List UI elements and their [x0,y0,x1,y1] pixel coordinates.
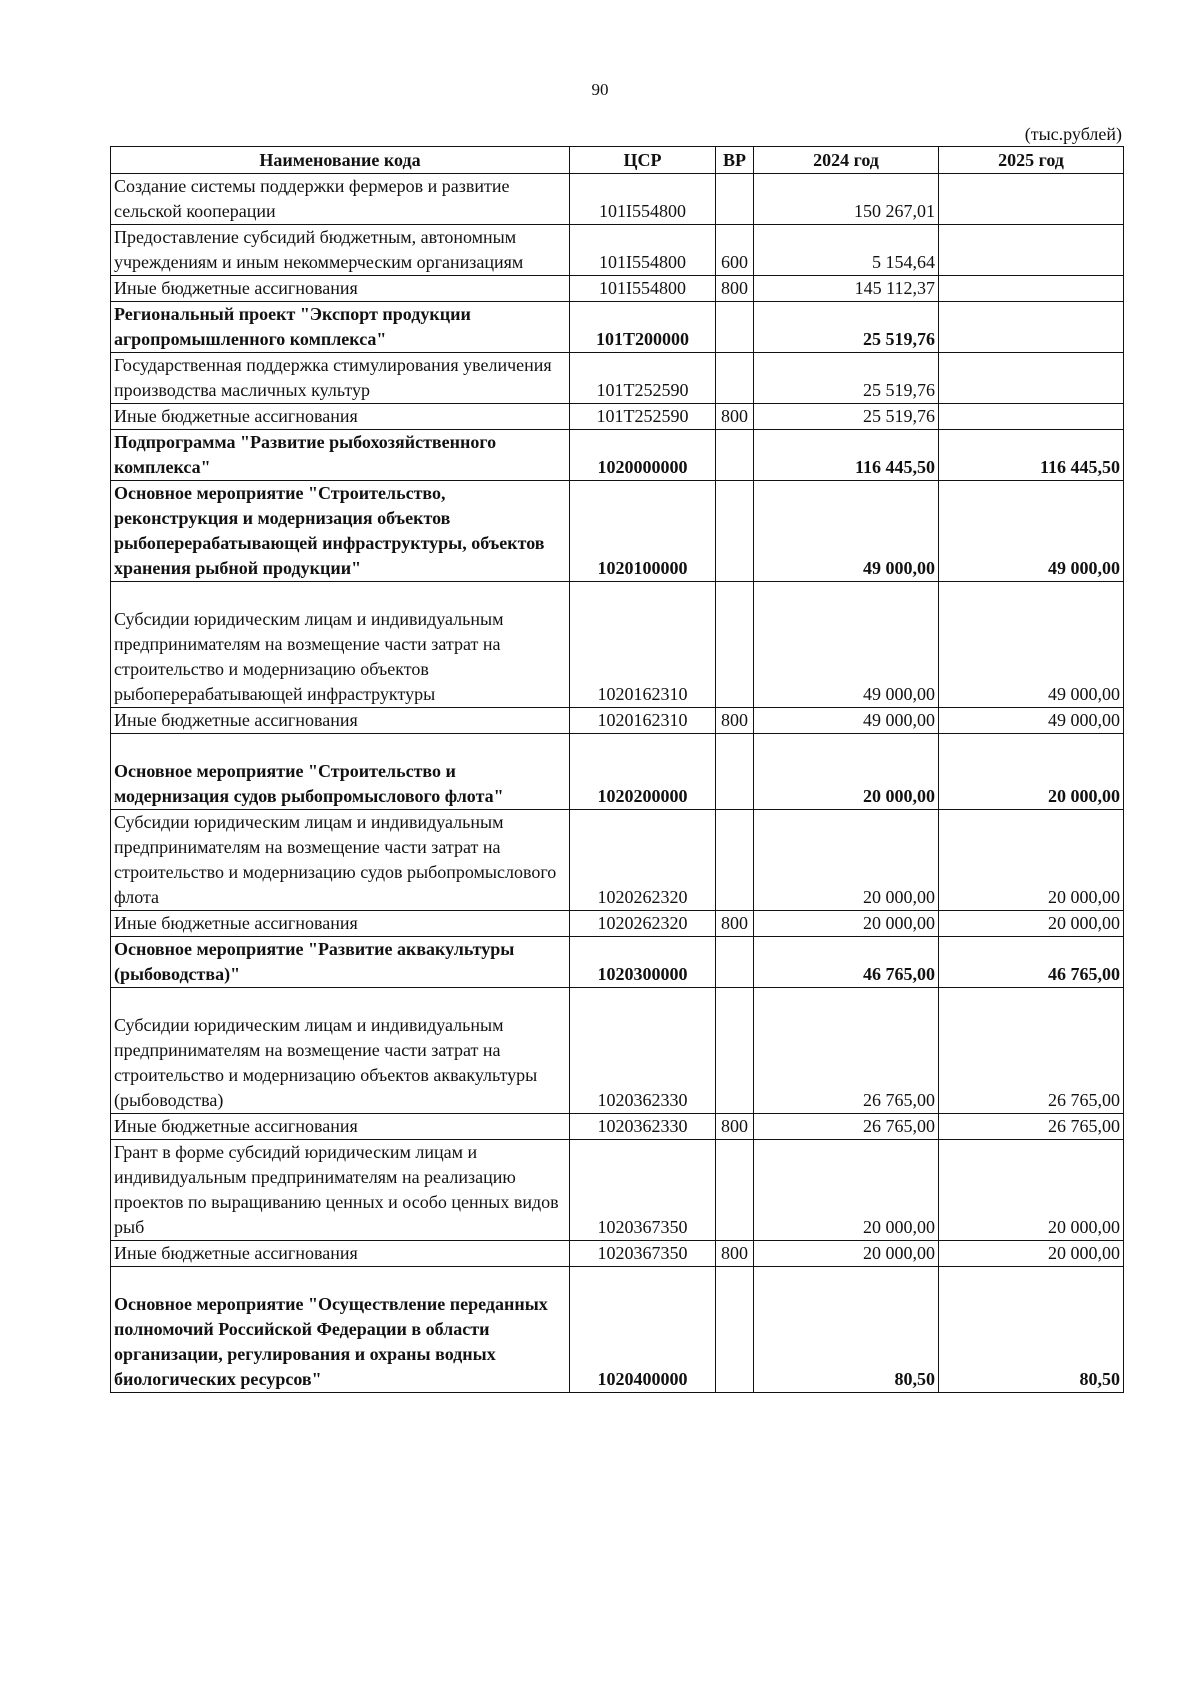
row-vr [716,353,754,404]
row-name: Подпрограмма "Развитие рыбохозяйственного комплекса" [111,430,570,481]
row-vr: 800 [716,1241,754,1267]
table-row [111,430,1124,481]
row-name: Государственная поддержка стимулирования увеличения производства масличных культур [111,353,570,404]
row-value-2024: 5 154,64 [754,225,939,276]
table-row [111,481,1124,582]
row-vr [716,430,754,481]
row-csr: 1020162310 [570,708,716,734]
row-value-2025: 80,50 [939,1267,1124,1393]
row-name: Основное мероприятие "Развитие аквакультуры (рыбоводства)" [111,937,570,988]
row-value-2025 [939,276,1124,302]
row-value-2024: 116 445,50 [754,430,939,481]
column-header-vr: ВР [716,147,754,174]
row-vr [716,810,754,911]
row-csr: 1020262320 [570,810,716,911]
table-row [111,353,1124,404]
row-csr: 101T252590 [570,353,716,404]
row-vr [716,1140,754,1241]
table-header-row [111,147,1124,174]
row-value-2024: 20 000,00 [754,810,939,911]
row-value-2025 [939,404,1124,430]
row-name: Предоставление субсидий бюджетным, автономным учреждениям и иным некоммерческим организациям [111,225,570,276]
row-name: Основное мероприятие "Строительство, реконструкция и модернизация объектов рыбоперерабатывающей инфраструктуры, объектов хранения рыбной продукции" [111,481,570,582]
row-vr: 600 [716,225,754,276]
table-row [111,1114,1124,1140]
row-csr: 101I554800 [570,174,716,225]
row-value-2024: 46 765,00 [754,937,939,988]
row-csr: 1020100000 [570,481,716,582]
row-csr: 101I554800 [570,225,716,276]
row-value-2025: 116 445,50 [939,430,1124,481]
row-name: Основное мероприятие "Осуществление переданных полномочий Российской Федерации в области организации, регулирования и охраны водных биологических ресурсов" [111,1267,570,1393]
row-value-2024: 49 000,00 [754,481,939,582]
row-vr [716,302,754,353]
row-vr [716,481,754,582]
row-vr [716,582,754,708]
row-value-2025: 20 000,00 [939,734,1124,810]
row-vr [716,988,754,1114]
row-name: Иные бюджетные ассигнования [111,1114,570,1140]
row-csr: 101T252590 [570,404,716,430]
table-row [111,937,1124,988]
table-row [111,174,1124,225]
row-value-2024: 26 765,00 [754,1114,939,1140]
row-value-2024: 20 000,00 [754,1241,939,1267]
row-name: Субсидии юридическим лицам и индивидуальным предпринимателям на возмещение части затрат на строительство и модернизацию объектов аквакультуры (рыбоводства) [111,988,570,1114]
table-body [111,174,1124,1393]
row-vr: 800 [716,708,754,734]
row-value-2024: 20 000,00 [754,1140,939,1241]
row-vr [716,174,754,225]
row-name: Грант в форме субсидий юридическим лицам и индивидуальным предпринимателям на реализацию проектов по выращиванию ценных и особо ценных видов рыб [111,1140,570,1241]
row-value-2025 [939,302,1124,353]
row-csr: 1020262320 [570,911,716,937]
row-value-2025: 20 000,00 [939,911,1124,937]
row-vr: 800 [716,404,754,430]
row-value-2025: 49 000,00 [939,708,1124,734]
row-vr [716,1267,754,1393]
row-name: Иные бюджетные ассигнования [111,1241,570,1267]
row-csr: 1020400000 [570,1267,716,1393]
row-value-2024: 49 000,00 [754,582,939,708]
row-name: Региональный проект "Экспорт продукции агропромышленного комплекса" [111,302,570,353]
page-number: 90 [591,80,609,99]
row-value-2024: 25 519,76 [754,404,939,430]
row-vr [716,937,754,988]
row-name: Основное мероприятие "Строительство и модернизация судов рыбопромыслового флота" [111,734,570,810]
row-value-2025: 49 000,00 [939,481,1124,582]
row-name: Создание системы поддержки фермеров и развитие сельской кооперации [111,174,570,225]
row-vr [716,734,754,810]
budget-table [110,146,1124,1393]
row-value-2025: 20 000,00 [939,1241,1124,1267]
row-csr: 101T200000 [570,302,716,353]
table-row [111,404,1124,430]
row-value-2024: 150 267,01 [754,174,939,225]
table-row [111,1267,1124,1393]
row-value-2025 [939,174,1124,225]
row-name: Иные бюджетные ассигнования [111,276,570,302]
row-vr: 800 [716,276,754,302]
row-value-2025: 26 765,00 [939,1114,1124,1140]
row-value-2024: 145 112,37 [754,276,939,302]
column-header-name: Наименование кода [111,147,570,174]
row-value-2024: 20 000,00 [754,911,939,937]
row-value-2025: 20 000,00 [939,810,1124,911]
table-row [111,302,1124,353]
row-name: Субсидии юридическим лицам и индивидуальным предпринимателям на возмещение части затрат на строительство и модернизацию судов рыбопромыслового флота [111,810,570,911]
row-value-2024: 20 000,00 [754,734,939,810]
row-value-2024: 49 000,00 [754,708,939,734]
row-name: Субсидии юридическим лицам и индивидуальным предпринимателям на возмещение части затрат на строительство и модернизацию объектов рыбоперерабатывающей инфраструктуры [111,582,570,708]
row-value-2025 [939,225,1124,276]
table-row [111,582,1124,708]
row-value-2025: 46 765,00 [939,937,1124,988]
row-value-2025: 49 000,00 [939,582,1124,708]
row-csr: 1020362330 [570,1114,716,1140]
column-header-csr: ЦСР [570,147,716,174]
row-vr: 800 [716,911,754,937]
row-csr: 1020367350 [570,1140,716,1241]
row-value-2024: 26 765,00 [754,988,939,1114]
row-value-2025: 26 765,00 [939,988,1124,1114]
row-name: Иные бюджетные ассигнования [111,911,570,937]
row-csr: 1020300000 [570,937,716,988]
table-row [111,708,1124,734]
table-row [111,911,1124,937]
row-value-2024: 25 519,76 [754,302,939,353]
column-header-2025: 2025 год [939,147,1124,174]
row-csr: 1020367350 [570,1241,716,1267]
row-csr: 1020000000 [570,430,716,481]
table-row [111,276,1124,302]
table-row [111,225,1124,276]
column-header-2024: 2024 год [754,147,939,174]
row-name: Иные бюджетные ассигнования [111,404,570,430]
table-row [111,988,1124,1114]
row-csr: 1020162310 [570,582,716,708]
row-value-2024: 80,50 [754,1267,939,1393]
row-vr: 800 [716,1114,754,1140]
row-csr: 1020200000 [570,734,716,810]
table-row [111,1140,1124,1241]
table-row [111,810,1124,911]
row-value-2025: 20 000,00 [939,1140,1124,1241]
table-row [111,734,1124,810]
row-value-2024: 25 519,76 [754,353,939,404]
row-csr: 1020362330 [570,988,716,1114]
units-label: (тыс.рублей) [1024,124,1122,144]
row-value-2025 [939,353,1124,404]
row-name: Иные бюджетные ассигнования [111,708,570,734]
table-row [111,1241,1124,1267]
row-csr: 101I554800 [570,276,716,302]
